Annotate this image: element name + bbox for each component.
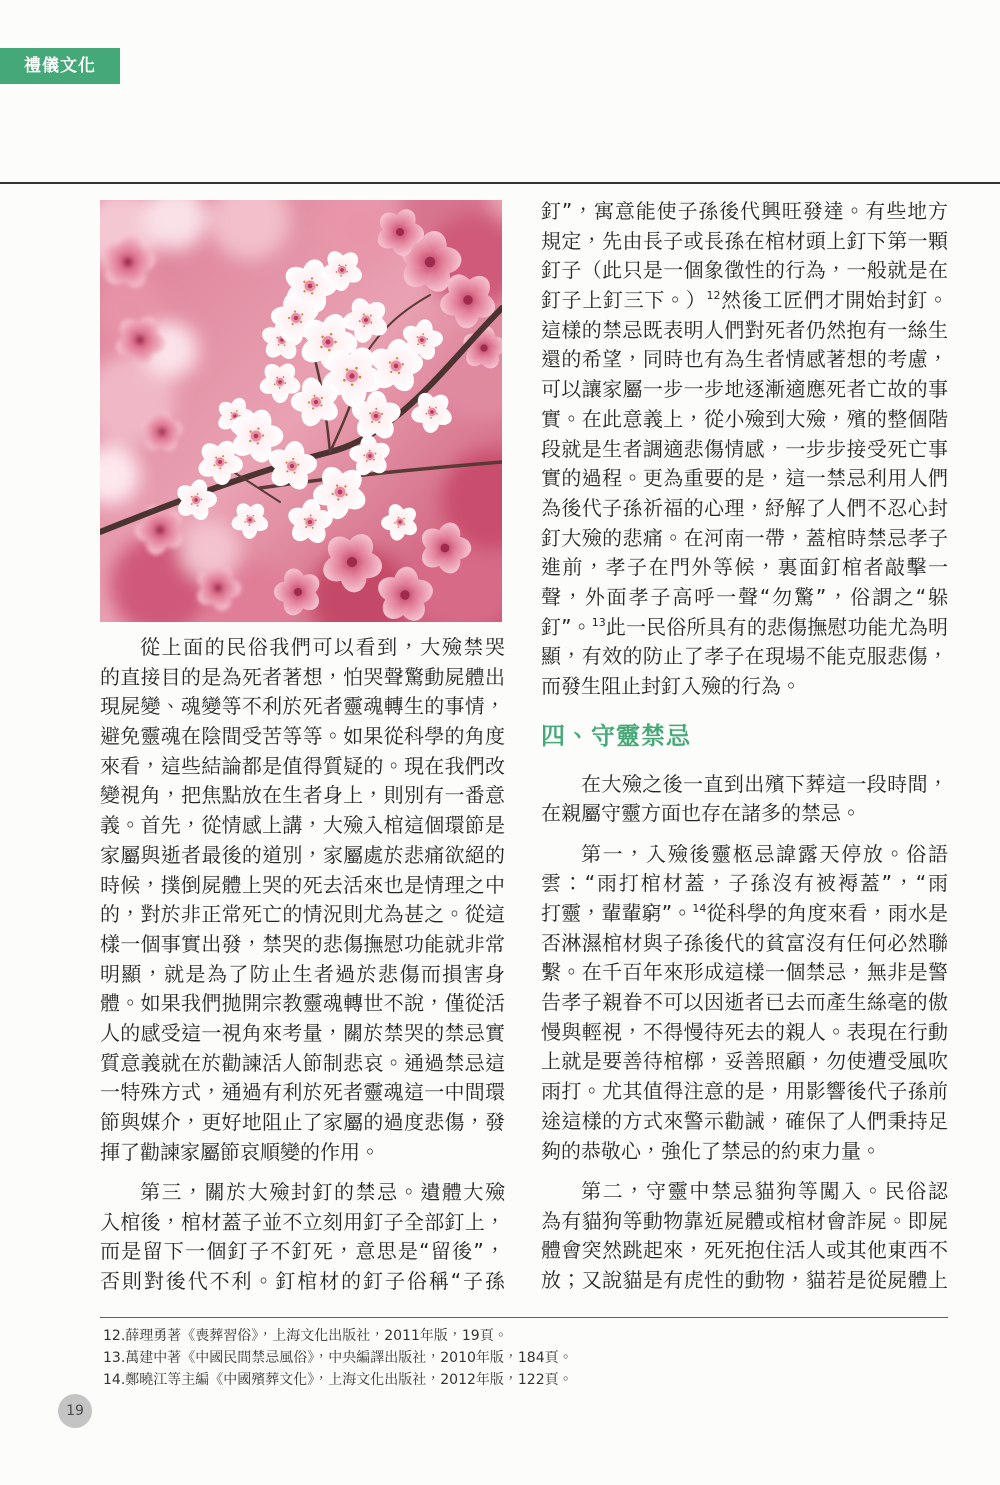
text-line: 家屬與逝者最後的道別，家屬處於悲痛欲絕的	[100, 842, 505, 867]
text-line: 現屍變、魂變等不利於死者靈魂轉生的事情，	[100, 694, 505, 719]
cherry-blossom-image	[100, 200, 502, 622]
text-line: 時候，撲倒屍體上哭的死去活來也是情理之中	[100, 872, 505, 897]
text-line: 體。如果我們拋開宗教靈魂轉世不說，僅從活	[100, 991, 505, 1016]
text-line: 在親屬守靈方面也存在諸多的禁忌。	[541, 801, 861, 826]
paragraph	[100, 1178, 505, 1297]
text-line: 實的過程。更為重要的是，這一禁忌利用人們	[541, 466, 948, 491]
text-line: 揮了勸諫家屬節哀順變的作用。	[100, 1139, 380, 1164]
text-run: 釘”。	[541, 614, 592, 639]
footnote: 12.薛理勇著《喪葬習俗》，上海文化出版社，2011年版，19頁。	[103, 1328, 508, 1344]
paragraph	[541, 1177, 948, 1296]
text-line: 告孝子親眷不可以因逝者已去而產生絲毫的傲	[541, 990, 948, 1015]
text-line: 釘大殮的悲痛。在河南一帶，蓋棺時禁忌孝子	[541, 525, 948, 550]
text-line: 樣一個事實出發，禁哭的悲傷撫慰功能就非常	[100, 931, 505, 956]
text-line: 來看，這些結論都是值得質疑的。現在我們改	[100, 753, 505, 778]
text-run: 釘子上釘三下。）	[541, 288, 707, 313]
text-line: 第二，守靈中禁忌貓狗等闖入。民俗認	[581, 1178, 948, 1203]
text-line: 第一，入殮後靈柩忌諱露天停放。俗語	[581, 841, 948, 866]
text-line: 段就是生者調適悲傷情感，一步步接受死亡事	[541, 436, 948, 461]
footnote-ref: 13	[591, 615, 606, 629]
text-line: 夠的恭敬心，強化了禁忌的約束力量。	[541, 1138, 881, 1163]
text-line: 一特殊方式，通過有利於死者靈魂這一中間環	[100, 1080, 505, 1105]
text-line: 在大殮之後一直到出殯下葬這一段時間，	[581, 771, 948, 796]
text-line: 釘子（此只是一個象徵性的行為，一般就是在	[541, 258, 948, 283]
footnote-ref: 12	[706, 289, 721, 303]
page-number: 19	[58, 1394, 92, 1428]
text-line: 規定，先由長子或長孫在棺材頭上釘下第一顆	[541, 228, 948, 253]
text-line: 還的希望，同時也有為生者情感著想的考慮，	[541, 347, 948, 372]
text-line: 釘”，寓意能使子孫後代興旺發達。有些地方	[541, 199, 948, 223]
cherry-blossom-photo	[100, 200, 502, 622]
text-line	[541, 899, 948, 929]
text-line: 人的感受這一視角來考量，關於禁哭的禁忌實	[100, 1020, 505, 1045]
text-line: 第三，關於大殮封釘的禁忌。遺體大殮	[140, 1179, 505, 1204]
text-line: 慢與輕視，不得慢待死去的親人。表現在行動	[541, 1019, 948, 1044]
header-rule	[0, 182, 1000, 184]
text-line: 而發生阻止封釘入殮的行為。	[541, 674, 801, 698]
left-text-column	[100, 633, 505, 1297]
text-run: 然後工匠們才開始封釘。	[720, 288, 948, 313]
text-line: 從上面的民俗我們可以看到，大殮禁哭	[140, 635, 505, 659]
text-line: 途這樣的方式來警示勸誡，確保了人們秉持足	[541, 1108, 948, 1133]
text-line	[541, 286, 948, 316]
text-line: 上就是要善待棺槨，妥善照顧，勿使遭受風吹	[541, 1049, 948, 1074]
text-line: 而是留下一個釘子不釘死，意思是“留後”，	[100, 1239, 505, 1264]
text-line: 可以讓家屬一步一步地逐漸適應死者亡故的事	[541, 377, 948, 402]
text-line: 節與媒介，更好地阻止了家屬的過度悲傷，發	[100, 1110, 505, 1134]
text-line: 為後代子孫祈福的心理，紓解了人們不忍心封	[541, 495, 948, 520]
text-line: 進前，孝子在門外等候，裏面釘棺者敲擊一	[541, 555, 948, 580]
text-line: 入棺後，棺材蓋子並不立刻用釘子全部釘上，	[100, 1209, 505, 1234]
text-line: 實。在此意義上，從小殮到大殮，殯的整個階	[541, 406, 948, 431]
text-line: 為有貓狗等動物靠近屍體或棺材會詐屍。即屍	[541, 1208, 948, 1233]
footnote-list	[103, 1325, 948, 1391]
text-line: 否淋濕棺材與子孫後代的貧富沒有任何必然聯	[541, 930, 948, 955]
text-line: 放；又說貓是有虎性的動物，貓若是從屍體上	[541, 1267, 948, 1292]
footnote: 13.萬建中著《中國民間禁忌風俗》，中央編譯出版社，2010年版，184頁。	[103, 1350, 573, 1366]
text-run: 從科學的角度來看，雨水是	[706, 901, 948, 926]
text-line: 質意義就在於勸諫活人節制悲哀。通過禁忌這	[100, 1050, 505, 1075]
text-run: 此一民俗所具有的悲傷撫慰功能尤為明	[605, 614, 948, 639]
text-line: 明顯，就是為了防止生者過於悲傷而損害身	[100, 961, 505, 986]
footnote-ref: 14	[692, 902, 707, 916]
text-line: 避免靈魂在陰間受苦等等。如果從科學的角度	[100, 724, 505, 749]
text-line: 否則對後代不利。釘棺材的釘子俗稱“子孫	[100, 1269, 505, 1294]
paragraph	[100, 633, 505, 1167]
paragraph	[541, 840, 948, 1167]
text-line: 繫。在千百年來形成這樣一個禁忌，無非是警	[541, 960, 948, 985]
text-line: 義。首先，從情感上講，大殮入棺這個環節是	[100, 813, 505, 838]
section-heading: 四、守靈禁忌	[541, 721, 691, 750]
section-tab: 禮儀文化	[0, 48, 120, 84]
text-line: 體會突然跳起來，死死抱住活人或其他東西不	[541, 1238, 948, 1263]
footnote-rule	[100, 1317, 948, 1318]
footnote: 14.鄭曉江等主編《中國殯葬文化》，上海文化出版社，2012年版，122頁。	[103, 1372, 573, 1388]
text-line: 變視角，把焦點放在生者身上，則別有一番意	[100, 783, 505, 808]
right-text-column	[541, 197, 948, 1296]
text-line: 聲，外面孝子高呼一聲“勿驚”，俗謂之“躲	[541, 584, 948, 609]
text-line	[541, 613, 948, 643]
text-line: 雲：“雨打棺材蓋，子孫沒有被褥蓋”，“雨	[541, 871, 948, 896]
text-line: 的直接目的是為死者著想，怕哭聲驚動屍體出	[100, 664, 505, 689]
paragraph	[541, 197, 948, 702]
paragraph	[541, 770, 948, 829]
text-run: 打靈，輩輩窮”。	[541, 901, 693, 926]
text-line: 顯，有效的防止了孝子在現場不能克服悲傷，	[541, 644, 948, 669]
text-line: 這樣的禁忌既表明人們對死者仍然抱有一絲生	[541, 317, 948, 342]
text-line: 雨打。尤其值得注意的是，用影響後代子孫前	[541, 1079, 948, 1104]
text-line: 的，對於非正常死亡的情況則尤為甚之。從這	[100, 902, 505, 927]
